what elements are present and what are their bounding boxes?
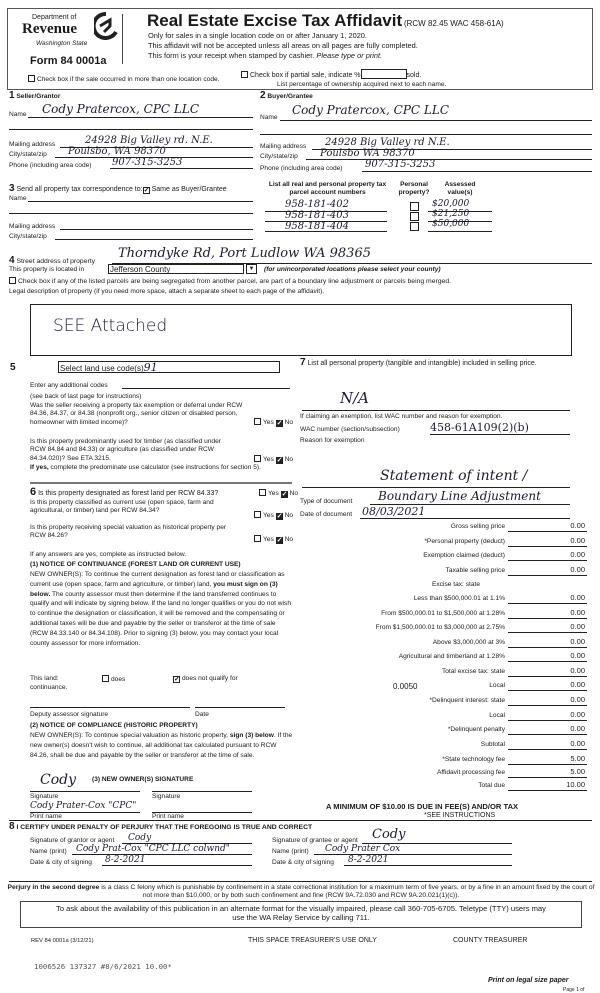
tax-row-line: [508, 690, 587, 691]
correspondence-heading: 3 Send all property tax correspondence to:✓ Same as Buyer/Grantee: [9, 183, 227, 194]
tax-row-value[interactable]: 0.00: [570, 550, 585, 559]
page-title: [147, 11, 504, 31]
personal-property-value[interactable]: N/A: [340, 389, 370, 407]
county-note: (for unincorporated locations please select your county): [264, 266, 441, 273]
grantor-name[interactable]: Cody Prat-Cox "CPC LLC colwnd": [76, 844, 230, 854]
tax-row-value[interactable]: 0.00: [570, 637, 585, 646]
grantor-name-label: Name (print): [30, 848, 67, 855]
local-rate: 0.0050: [393, 682, 418, 691]
street-address[interactable]: Thorndyke Rd, Port Ludlow WA 98365: [118, 246, 371, 261]
legal-description-box[interactable]: [30, 304, 572, 356]
seller-phone[interactable]: 907-315-3253: [112, 157, 183, 168]
buyer-heading: 2 Buyer/Grantee: [260, 90, 313, 101]
tax-row-line: [508, 720, 587, 721]
tax-row-label: Affidavit processing fee: [436, 769, 505, 776]
buyer-phone-label: Phone (including area code): [260, 165, 343, 172]
tax-row-label: Exemption claimed (deduct): [423, 552, 505, 559]
q-historical-answer[interactable]: Yes ✓ No: [254, 535, 293, 544]
legal-label: Legal description of property (if you need more space, attach a separate sheet to each page of the affidavit).: [9, 288, 325, 295]
personal-checkbox[interactable]: [410, 202, 419, 211]
grantee-name-label: Name (print): [272, 848, 309, 855]
tax-row-line: [508, 632, 587, 633]
tax-row-value[interactable]: 0.00: [570, 666, 585, 675]
tax-row-value[interactable]: 0.00: [570, 536, 585, 545]
located-label: This property is located in: [9, 266, 85, 273]
tax-row-line: [508, 531, 587, 532]
tax-row-line: [508, 749, 587, 750]
tax-row-label: Total excise tax: state: [441, 668, 505, 675]
reason-for-exemption[interactable]: Statement of intent /: [380, 468, 528, 484]
doc-type[interactable]: Boundary Line Adjustment: [378, 489, 541, 503]
tax-row: [300, 695, 590, 707]
seller-city-label: City/state/zip: [9, 151, 47, 158]
same-as-buyer-checkbox[interactable]: ✓: [143, 187, 150, 194]
owner-signature-1[interactable]: Cody: [40, 772, 77, 788]
tax-row-label: Agricultural and timberland at 1.28%: [398, 653, 505, 660]
grantor-date[interactable]: 8-2-2021: [105, 855, 146, 865]
seller-name-label: Name: [9, 111, 27, 118]
section7-label: 7 List all personal property (tangible and intangible) included in selling price.: [300, 357, 537, 368]
corr-name-label: Name: [9, 195, 27, 202]
ownership-note: List percentage of ownership acquired next to each name.: [277, 81, 447, 88]
tax-row-value[interactable]: 0.00: [570, 695, 585, 704]
tax-row-line: [508, 764, 587, 765]
grantor-date-label: Date & city of signing: [30, 859, 92, 866]
tax-row: [300, 579, 590, 591]
grantee-signature[interactable]: Cody: [372, 827, 406, 842]
tax-row-line: [508, 560, 587, 561]
grantee-sig-label: Signature of grantee or agent: [272, 837, 358, 844]
tax-row-line: [508, 790, 587, 791]
tax-row-value[interactable]: 0.00: [570, 651, 585, 660]
buyer-mailing-label: Mailing address: [260, 143, 307, 150]
grantee-date-label: Date & city of signing: [272, 859, 334, 866]
additional-codes-label: Enter any additional codes: [30, 382, 108, 389]
tax-row-line: [508, 618, 587, 619]
print-name-label-2: Print name: [152, 813, 184, 820]
logo-line1: Department of: [32, 14, 77, 21]
doc-type-label: Type of document: [300, 498, 353, 505]
tax-row-value[interactable]: 0.00: [570, 521, 585, 530]
this-land-label: This land:: [30, 675, 59, 682]
tax-row: [300, 536, 590, 548]
citation: (RCW 82.45 WAC 458-61A): [403, 19, 504, 28]
q-timber: Is this property predominantly used for timber (as classified under RCW 84.84 and 84.33) or agriculture (as classified under RCW 84.34.020)? See ETA 3215.: [30, 438, 221, 462]
q-forest-answer[interactable]: Yes ✓ No: [259, 489, 298, 498]
tax-row-value[interactable]: 5.00: [570, 754, 585, 763]
tax-row: [300, 680, 590, 692]
tax-row-label: Local: [489, 712, 505, 719]
tax-row-label: Local: [489, 682, 505, 689]
grantee-date[interactable]: 8-2-2021: [348, 855, 389, 865]
header-divider: [122, 14, 123, 64]
seller-heading: 1 Seller/Grantor: [9, 90, 61, 101]
revision: REV 84 0001a (3/12/21): [31, 938, 94, 944]
grantee-name[interactable]: Cody Prater Cox: [325, 844, 401, 854]
wac-number[interactable]: 458-61A109(2)(b): [430, 421, 529, 434]
parcel-header: List all real and personal property tax parcel account numbers: [268, 181, 387, 196]
q-exemption-answer[interactable]: Yes ✓ No: [254, 418, 293, 427]
tax-row-label: Gross selling price: [450, 523, 505, 530]
deputy-date-label: Date: [195, 711, 209, 718]
tax-row-value[interactable]: 0.00: [570, 724, 585, 733]
notice2-text: NEW OWNER(S): To continue special valuation as historic property, sign (3) below. If the new owner(s) doesn't wish to continue, all additional tax calculated pursuant to RCW 84.26, shall be due and payable by the seller or transferor at the time of sale.: [30, 732, 293, 759]
tax-row: [300, 593, 590, 605]
parcel-number[interactable]: 958-181-402: [285, 199, 350, 210]
personal-checkbox[interactable]: [410, 212, 419, 221]
assessed-header: Assessed value(s): [444, 181, 476, 196]
grantor-signature[interactable]: Cody: [128, 833, 152, 843]
tax-row: [300, 608, 590, 620]
subtitle-3: This form is your receipt when stamped by cashier. Please type or print.: [148, 51, 383, 60]
seller-mailing[interactable]: 24928 Big Valley rd. N.E.: [85, 135, 213, 146]
tax-row: [300, 754, 590, 766]
tax-row-label: *Personal property (deduct): [424, 538, 505, 545]
continuance-label: continuance.: [30, 684, 68, 691]
partial-percent-input[interactable]: [361, 69, 407, 79]
county-treasurer: COUNTY TREASURER: [453, 937, 528, 944]
deputy-signature-label: Deputy assessor signature: [30, 711, 109, 718]
form-number: Form 84 0001a: [30, 55, 107, 67]
logo-line2: Revenue: [22, 21, 77, 37]
does-not-checkbox[interactable]: ✓ does not qualify for: [174, 675, 238, 683]
tax-row-value[interactable]: 0.00: [570, 710, 585, 719]
tax-row-value[interactable]: 0.00: [570, 593, 585, 602]
buyer-name[interactable]: Cody Pratercox, CPC LLC: [292, 103, 450, 117]
signature-label-1: Signature: [30, 793, 59, 800]
q-exemption: Was the seller receiving a property tax exemption or deferral under RCW 84.36, 84.37, or 84.38 (nonprofit org., senior citizen or disabled person, homeowner with limited income)?: [30, 402, 243, 426]
tax-row-label: Total due: [478, 782, 505, 789]
perjury-notice: Perjury in the second degree is a class C felony which is punishable by confinement in a state correctional institution for a maximum term of five years, or by a fine in an amount fixed by the court of not more than $10,000, or by both such confinement and fine (RCW 9A.72.030 and RCW 9A.20.021(1)(c)).: [7, 884, 595, 899]
seller-city[interactable]: Poulsbo, WA 98370: [68, 146, 166, 157]
tax-row: [300, 565, 590, 577]
tax-row-line: [508, 603, 587, 604]
buyer-name-label: Name: [260, 114, 278, 121]
legal-description: SEE Attached: [53, 316, 168, 336]
tax-row: [300, 637, 590, 649]
tax-row-value[interactable]: 10.00: [566, 780, 585, 789]
q-historical: Is this property receiving special valuation as historical property per RCW 84.26?: [30, 524, 227, 540]
assessed-value[interactable]: $50,000: [432, 219, 470, 229]
page-number: Page 1 of: [563, 987, 585, 993]
assessed-value[interactable]: $21,250: [432, 209, 470, 219]
personal-checkbox[interactable]: [410, 222, 419, 231]
q-timber-answer[interactable]: Yes ✓ No: [254, 455, 293, 464]
corr-mailing-label: Mailing address: [9, 223, 56, 230]
q-current-use-answer[interactable]: Yes ✓ No: [254, 511, 293, 520]
tax-row: [300, 521, 590, 533]
tax-row: [300, 739, 590, 751]
subtitle-1: Only for sales in a single location code on or after January 1, 2020.: [148, 31, 367, 40]
additional-codes-note: (see back of last page for instructions): [30, 393, 142, 400]
tax-row-label: *Delinquent penalty: [447, 726, 505, 733]
doc-date-label: Date of document: [300, 511, 353, 518]
multi-location-checkbox[interactable]: Check box if the sale occurred in more than one location code.: [28, 75, 220, 83]
dor-swirl-icon: [94, 12, 118, 40]
tax-row-line: [508, 661, 587, 662]
owner-signature-title: (3) NEW OWNER(S) SIGNATURE: [92, 776, 194, 783]
does-checkbox[interactable]: does: [102, 675, 125, 683]
buyer-mailing[interactable]: 24928 Big Valley rd N.E.: [325, 137, 450, 148]
tax-row-label: Subtotal: [480, 741, 505, 748]
partial-sale-checkbox[interactable]: Check box if partial sale, indicate % sold.: [241, 69, 421, 79]
minimum-notice: A MINIMUM OF $10.00 IS DUE IN FEE(S) AND/OR TAX: [326, 802, 519, 811]
reason-label: Reason for exemption: [300, 437, 365, 444]
tax-row-label: *State technology fee: [442, 756, 505, 763]
corr-city-label: City/state/zip: [9, 233, 47, 240]
tax-row-line: [508, 734, 587, 735]
tax-row: [300, 651, 590, 663]
treasurer-space: THIS SPACE TREASURER'S USE ONLY: [248, 937, 377, 944]
instruction: If any answers are yes, complete as instructed below.: [30, 551, 187, 558]
tax-row-value[interactable]: 0.00: [570, 622, 585, 631]
grantor-sig-label: Signature of grantor or agent: [30, 837, 115, 844]
tax-row-line: [508, 777, 587, 778]
land-use-select[interactable]: Select land use code(s)91: [58, 361, 280, 373]
tax-row-line: [508, 647, 587, 648]
tax-row-line: [508, 546, 587, 547]
personal-header: Personal property?: [398, 181, 430, 196]
tax-row-label: Less than $500,000.01 at 1.1%: [413, 595, 505, 602]
tax-row-value[interactable]: 0.00: [570, 565, 585, 574]
tax-row-value[interactable]: 0.00: [570, 739, 585, 748]
subtitle-2: This affidavit will not be accepted unless all areas on all pages are fully completed.: [148, 41, 418, 50]
tax-row: [300, 724, 590, 736]
print-legal-note: Print on legal size paper: [488, 977, 569, 984]
buyer-city-label: City/state/zip: [260, 153, 298, 160]
section5-num: 5: [10, 362, 16, 373]
notice1-title: (1) NOTICE OF CONTINUANCE (FOREST LAND OR CURRENT USE): [30, 561, 241, 568]
seller-mailing-label: Mailing address: [9, 141, 56, 148]
tax-row-line: [508, 705, 587, 706]
parcel-number[interactable]: 958-181-403: [285, 210, 350, 221]
logo-line3: Washington State: [36, 40, 88, 47]
tax-row-label: Above $3,000,000 at 3%: [432, 639, 505, 646]
parcel-number[interactable]: 958-181-404: [285, 221, 350, 232]
buyer-city[interactable]: Poulsbo WA 98370: [320, 148, 415, 159]
wac-label: WAC number (section/subsection): [300, 426, 400, 433]
tax-row-value[interactable]: 0.00: [570, 608, 585, 617]
tax-row-value[interactable]: 5.00: [570, 767, 585, 776]
tax-row-value[interactable]: 0.00: [570, 680, 585, 689]
tax-row-line: [508, 676, 587, 677]
tax-row: [300, 666, 590, 678]
tax-row-label: Taxable selling price: [445, 567, 505, 574]
street-label: 4 Street address of property: [9, 255, 96, 266]
buyer-phone[interactable]: 907-315-3253: [365, 159, 436, 170]
owner-print-name-1[interactable]: Cody Prater-Cox "CPC": [30, 801, 137, 811]
q-current-use: Is this property classified as current use (open space, farm and agricultural, or timber) land per RCW 84.34?: [30, 499, 214, 515]
notice2-title: (2) NOTICE OF COMPLIANCE (HISTORIC PROPERTY): [30, 722, 198, 729]
signature-label-2: Signature: [152, 793, 181, 800]
tax-row: [300, 780, 590, 792]
exemption-label: If claiming an exemption, list WAC number and reason for exemption.: [300, 413, 503, 420]
tax-row-label: From $1,500,000.01 to $3,000,000 at 2.75%: [375, 624, 505, 631]
certify-heading: 8 I CERTIFY UNDER PENALTY OF PERJURY THAT THE FOREGOING IS TRUE AND CORRECT: [9, 821, 313, 832]
tax-row: [300, 550, 590, 562]
print-name-label-1: Print name: [30, 813, 62, 820]
tax-row-label: From $500,000.01 to $1,500,000 at 1.28%: [381, 610, 505, 617]
timber-note: If yes, complete the predominate use calculator (see instructions for section 5).: [30, 464, 261, 471]
tax-row: [300, 622, 590, 634]
see-instructions: *SEE INSTRUCTIONS: [424, 812, 496, 819]
dropdown-arrow-icon[interactable]: ▼: [246, 264, 257, 274]
title-text: Real Estate Excise Tax Affidavit: [147, 11, 403, 30]
notice1-text: NEW OWNER(S): To continue the current designation as forest land or classification as current use (open space, farm and agriculture, or timber) land, you must sign on (3) below. The county assessor must then determine if the land transferred continues to qualify and will indicate by signing below. If the land no longer qualifies or you do not wish to continue the designation or classification, it will be removed and the compensating or additional taxes will be due and payable by the seller or transferor at the time of sale (RCW 84.33.140 or 84.34.108). Prior to signing (3) below, you may contact your local county assessor for more information.: [30, 571, 291, 647]
assessed-value[interactable]: $20,000: [432, 199, 470, 209]
accessibility-notice: To ask about the availability of this publication in an alternate format for the visually impaired, please call 360-705-6705. Teletype (TTY) users may use the WA Relay Service by calling 711.: [20, 901, 582, 928]
tax-row: [300, 710, 590, 722]
tax-row-line: [508, 575, 587, 576]
cashier-stamp: 1006526 137327 #8/6/2021 10.00*: [34, 962, 172, 971]
tax-row-label: *Delinquent interest: state: [429, 697, 505, 704]
county-select[interactable]: Jefferson County ▼: [108, 264, 244, 274]
q-forest: 6 Is this property designated as forest land per RCW 84.33?: [30, 486, 219, 498]
tax-row: [300, 767, 590, 779]
segregated-checkbox[interactable]: Check box if any of the listed parcels are being segregated from another parcel, are part of a boundary line adjustment or parcels being merged.: [9, 277, 451, 285]
seller-phone-label: Phone (including area code): [9, 162, 92, 169]
tax-row-label: Excise tax: state: [431, 581, 480, 588]
seller-name[interactable]: Cody Pratercox, CPC LLC: [42, 102, 200, 116]
doc-date[interactable]: 08/03/2021: [362, 505, 426, 518]
